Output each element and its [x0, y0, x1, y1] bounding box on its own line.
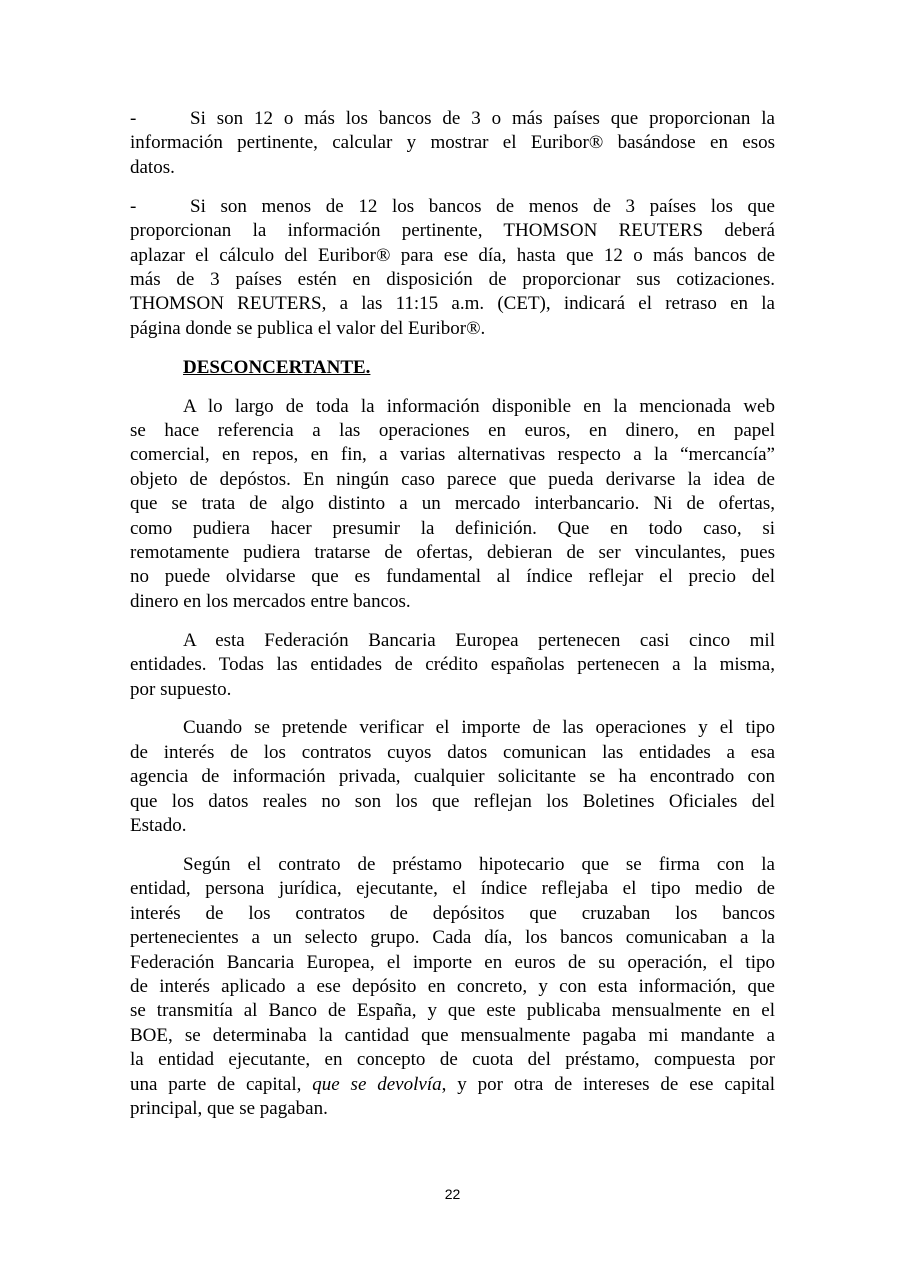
text-segment: , y por otra de intereses de ese capital	[441, 1073, 775, 1095]
text-line: no puede olvidarse que es fundamental al índice reflejar el precio del	[130, 566, 775, 588]
text-line: BOE, se determinaba la cantidad que mensualmente pagaba mi mandante a	[130, 1024, 775, 1046]
text-line: se transmitía al Banco de España, y que este publicaba mensualmente en el	[130, 1000, 775, 1022]
text-line: Cuando se pretende verificar el importe de las operaciones y el tipo	[183, 717, 775, 739]
text-line: interés de los contratos de depósitos que cruzaban los bancos	[130, 902, 775, 924]
text-line: datos.	[130, 156, 175, 178]
text-line: entidad, persona jurídica, ejecutante, el índice reflejaba el tipo medio de	[130, 878, 775, 900]
text-line: pertenecientes a un selecto grupo. Cada día, los bancos comunicaban a la	[130, 927, 775, 949]
paragraph	[130, 716, 775, 838]
bullet-paragraph	[130, 195, 775, 341]
text-line: Según el contrato de préstamo hipotecario que se firma con la	[183, 853, 775, 875]
text-line: THOMSON REUTERS, a las 11:15 a.m. (CET), indicará el retraso en la	[130, 293, 775, 315]
paragraph	[130, 853, 775, 1121]
text-line: Si son menos de 12 los bancos de menos de 3 países los que	[190, 195, 775, 217]
section-heading: DESCONCERTANTE.	[183, 356, 371, 378]
text-line: objeto de depóstos. En ningún caso parece que pueda derivarse la idea de	[130, 468, 775, 490]
text-line: que los datos reales no son los que reflejan los Boletines Oficiales del	[130, 790, 775, 812]
text-line: principal, que se pagaban.	[130, 1098, 328, 1120]
text-line: entidades. Todas las entidades de crédito españolas pertenecen a la misma,	[130, 654, 775, 676]
text-line: por supuesto.	[130, 678, 232, 700]
paragraph	[130, 395, 775, 615]
text-line: que se trata de algo distinto a un mercado interbancario. Ni de ofertas,	[130, 493, 775, 515]
text-line: proporcionan la información pertinente, THOMSON REUTERS deberá	[130, 220, 775, 242]
page-number: 22	[444, 1186, 461, 1202]
italic-text: que se devolvía	[312, 1073, 442, 1095]
text-line: de interés aplicado a ese depósito en concreto, y con esta información, que	[130, 976, 775, 997]
text-line: Federación Bancaria Europea, el importe en euros de su operación, el tipo	[130, 951, 775, 973]
text-line: página donde se publica el valor del Euribor®.	[130, 317, 486, 339]
text-line: de interés de los contratos cuyos datos comunican las entidades a esa	[130, 741, 775, 763]
paragraph	[130, 629, 775, 702]
text-line: dinero en los mercados entre bancos.	[130, 590, 411, 612]
text-line: Si son 12 o más los bancos de 3 o más países que proporcionan la	[190, 108, 775, 129]
text-line: Estado.	[130, 815, 187, 837]
bullet-dash: -	[130, 195, 137, 217]
text-segment: una parte de capital,	[130, 1073, 313, 1095]
text-line: como pudiera hacer presumir la definición. Que en todo caso, si	[130, 517, 775, 539]
text-line: agencia de información privada, cualquier solicitante se ha encontrado con	[130, 766, 775, 788]
bullet-dash: -	[130, 108, 137, 129]
text-line: A esta Federación Bancaria Europea pertenecen casi cinco mil	[183, 629, 775, 651]
text-line: remotamente pudiera tratarse de ofertas, debieran de ser vinculantes, pues	[130, 542, 775, 563]
document-body	[130, 107, 775, 1136]
text-line: se hace referencia a las operaciones en euros, en dinero, en papel	[130, 419, 775, 441]
text-line: información pertinente, calcular y mostrar el Euribor® basándose en esos	[130, 132, 775, 154]
text-line: A lo largo de toda la información disponible en la mencionada web	[183, 395, 775, 417]
bullet-paragraph	[130, 107, 775, 180]
text-line: comercial, en repos, en fin, a varias alternativas respecto a la “mercancía”	[130, 444, 775, 466]
text-line: más de 3 países estén en disposición de proporcionar sus cotizaciones.	[130, 268, 775, 290]
text-line: aplazar el cálculo del Euribor® para ese día, hasta que 12 o más bancos de	[130, 244, 775, 266]
text-line: la entidad ejecutante, en concepto de cuota del préstamo, compuesta por	[130, 1049, 775, 1071]
text-line	[130, 1073, 775, 1097]
